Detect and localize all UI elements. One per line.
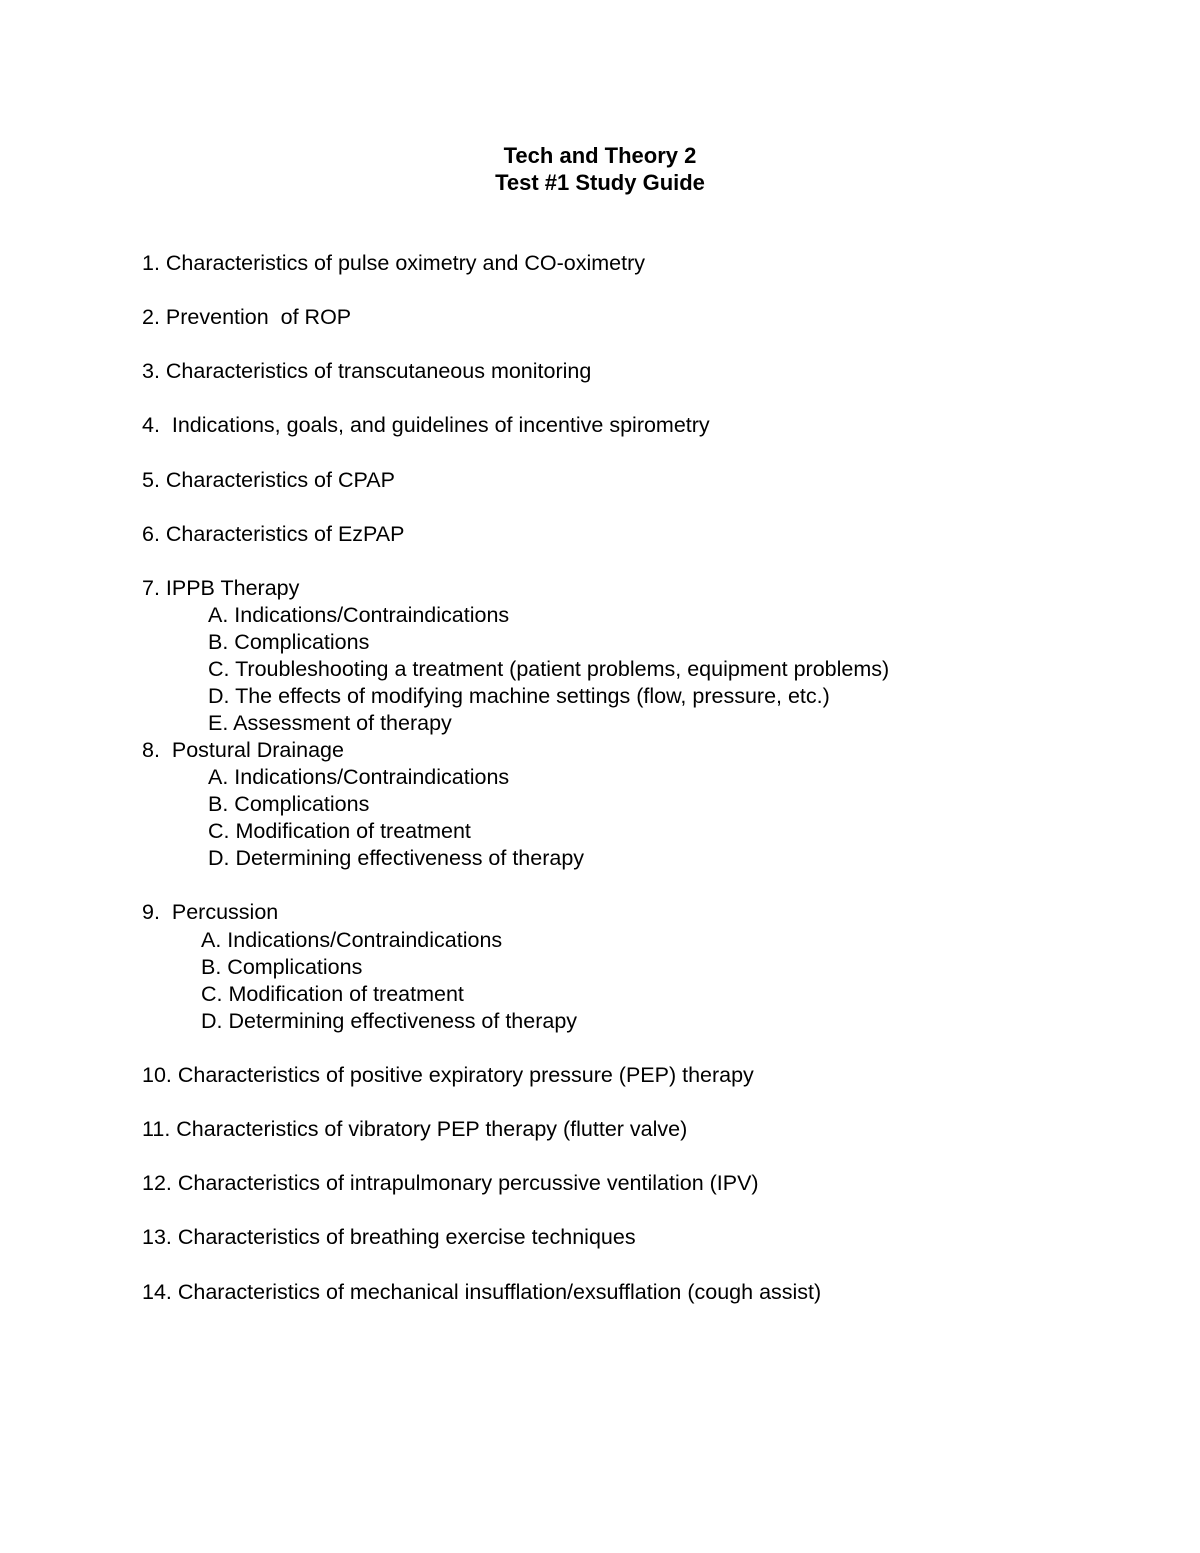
sub-list-item: C. Troubleshooting a treatment (patient problems, equipment problems) (208, 657, 890, 681)
sub-list-item: E. Assessment of therapy (208, 711, 452, 735)
list-item: 12. Characteristics of intrapulmonary percussive ventilation (IPV) (142, 1171, 759, 1195)
list-item: 2. Prevention of ROP (142, 305, 352, 329)
sub-list-item: D. Determining effectiveness of therapy (201, 1009, 578, 1033)
list-item: 5. Characteristics of CPAP (142, 468, 395, 492)
sub-list-item: B. Complications (201, 955, 363, 979)
list-item: 8. Postural Drainage (142, 738, 344, 762)
document-title: Tech and Theory 2 (503, 143, 697, 168)
sub-list-item: D. The effects of modifying machine settings (flow, pressure, etc.) (208, 684, 830, 708)
list-item: 7. IPPB Therapy (142, 576, 300, 600)
sub-list-item: A. Indications/Contraindications (208, 765, 510, 789)
list-item: 14. Characteristics of mechanical insufflation/exsufflation (cough assist) (142, 1280, 822, 1304)
list-item: 13. Characteristics of breathing exercise techniques (142, 1225, 636, 1249)
sub-list-item: A. Indications/Contraindications (201, 928, 503, 952)
list-item: 9. Percussion (142, 900, 279, 924)
list-item: 1. Characteristics of pulse oximetry and CO-oximetry (142, 251, 646, 275)
sub-list-item: A. Indications/Contraindications (208, 603, 510, 627)
sub-list-item: B. Complications (208, 792, 370, 816)
sub-list-item: C. Modification of treatment (208, 819, 471, 843)
list-item: 6. Characteristics of EzPAP (142, 522, 405, 546)
list-item: 3. Characteristics of transcutaneous monitoring (142, 359, 592, 383)
sub-list-item: B. Complications (208, 630, 370, 654)
sub-list-item: C. Modification of treatment (201, 982, 464, 1006)
document-subtitle: Test #1 Study Guide (495, 170, 705, 195)
list-item: 10. Characteristics of positive expiratory pressure (PEP) therapy (142, 1063, 754, 1087)
list-item: 11. Characteristics of vibratory PEP therapy (flutter valve) (142, 1117, 688, 1141)
sub-list-item: D. Determining effectiveness of therapy (208, 846, 585, 870)
list-item: 4. Indications, goals, and guidelines of incentive spirometry (142, 413, 710, 437)
